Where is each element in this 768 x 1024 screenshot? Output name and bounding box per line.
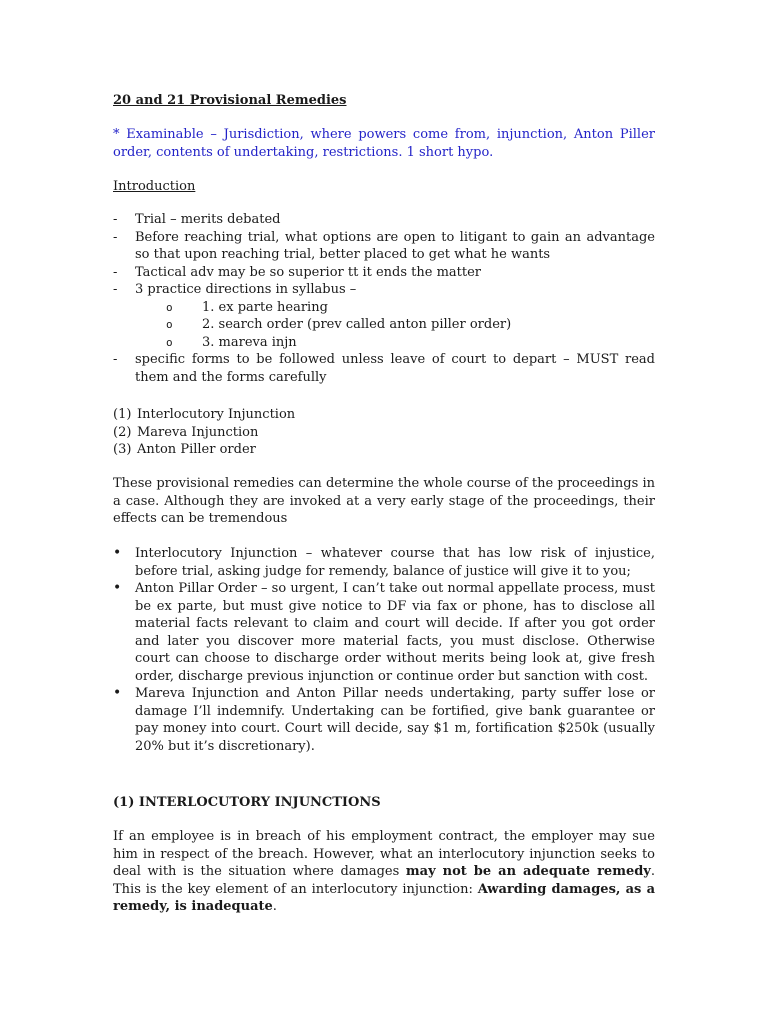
practice-direction-item: o 3. mareva injn <box>135 334 655 352</box>
intro-list <box>113 211 655 386</box>
section-bold-text: may not be an adequate remedy <box>405 864 651 879</box>
remedies-list <box>113 406 655 459</box>
intro-list-block <box>113 211 655 386</box>
remedy-item <box>113 424 655 442</box>
remedy-number: (1) <box>113 407 132 422</box>
bullet-item: • Interlocutory Injunction – whatever course that has low risk of injustice, before trial, asking judge for remendy, balance of justice will give it to you; <box>113 545 655 580</box>
practice-direction-item: o 2. search order (prev called anton piller order) <box>135 316 655 334</box>
intro-item: - Tactical adv may be so superior tt it ends the matter <box>113 264 655 282</box>
section-text: If an employee is in breach of his employment contract, the employer may sue him in respect of the breach. However, what an interlocutory injunction seeks to deal with is the situation where damages <box>113 829 655 879</box>
remedy-number: (2) <box>113 424 132 440</box>
intro-item: - Before reaching trial, what options are open to litigant to gain an advantage so that upon reaching trial, better placed to get what he wants <box>113 229 655 264</box>
remedy-label: Mareva Injunction <box>137 424 259 440</box>
remedy-label: Anton Piller order <box>137 442 256 457</box>
summary-paragraph: These provisional remedies can determine the whole course of the proceedings in a case. Although they are invoked at a very early stage of the proceedings, their effects can be tremendous <box>113 476 655 526</box>
bullet-item: • Mareva Injunction and Anton Pillar needs undertaking, party suffer lose or damage I’ll indemnify. Undertaking can be fortified, give bank guarantee or pay money into court. Court will decide, say $1 m, fortification $250k (usually 20% but it’s discretionary). <box>113 685 655 755</box>
section-text: . This is the key element of an interlocutory injunction: <box>113 864 656 897</box>
section-heading: (1) INTERLOCUTORY INJUNCTIONS <box>113 795 381 810</box>
intro-item: - specific forms to be followed unless leave of court to depart – MUST read them and the forms carefully <box>113 351 655 386</box>
exam-note: * Examinable – Jurisdiction, where powers come from, injunction, Anton Piller order, contents of undertaking, restrictions. 1 short hypo. <box>113 127 655 160</box>
explanation-bullets <box>113 545 655 755</box>
intro-item: - Trial – merits debated <box>113 211 655 229</box>
page-title: 20 and 21 Provisional Remedies <box>113 93 347 108</box>
intro-item-text: 3 practice directions in syllabus – <box>135 282 357 297</box>
bullet-item: • Anton Pillar Order – so urgent, I can’t take out normal appellate process, must be ex parte, but must give notice to DF via fax or phone, has to disclose all material facts relevant to claim and court will decide. If after you got order and later you discover more material facts, you must disclose. Otherwise court can choose to discharge order without merits being look at, give fresh order, discharge previous injunction or continue order but sanction with cost. <box>113 580 655 685</box>
section-text: . <box>272 899 277 914</box>
intro-item <box>113 281 655 351</box>
section-bold-text: Awarding damages, as a remedy, is inadequate <box>113 881 656 914</box>
remedy-label: Interlocutory Injunction <box>137 407 296 422</box>
practice-direction-item: o 1. ex parte hearing <box>135 299 655 317</box>
remedy-item <box>113 441 655 459</box>
remedy-number: (3) <box>113 442 132 457</box>
remedy-item <box>113 406 655 424</box>
intro-heading: Introduction <box>113 179 196 194</box>
section-paragraph <box>113 828 655 916</box>
practice-directions-list <box>135 299 655 352</box>
